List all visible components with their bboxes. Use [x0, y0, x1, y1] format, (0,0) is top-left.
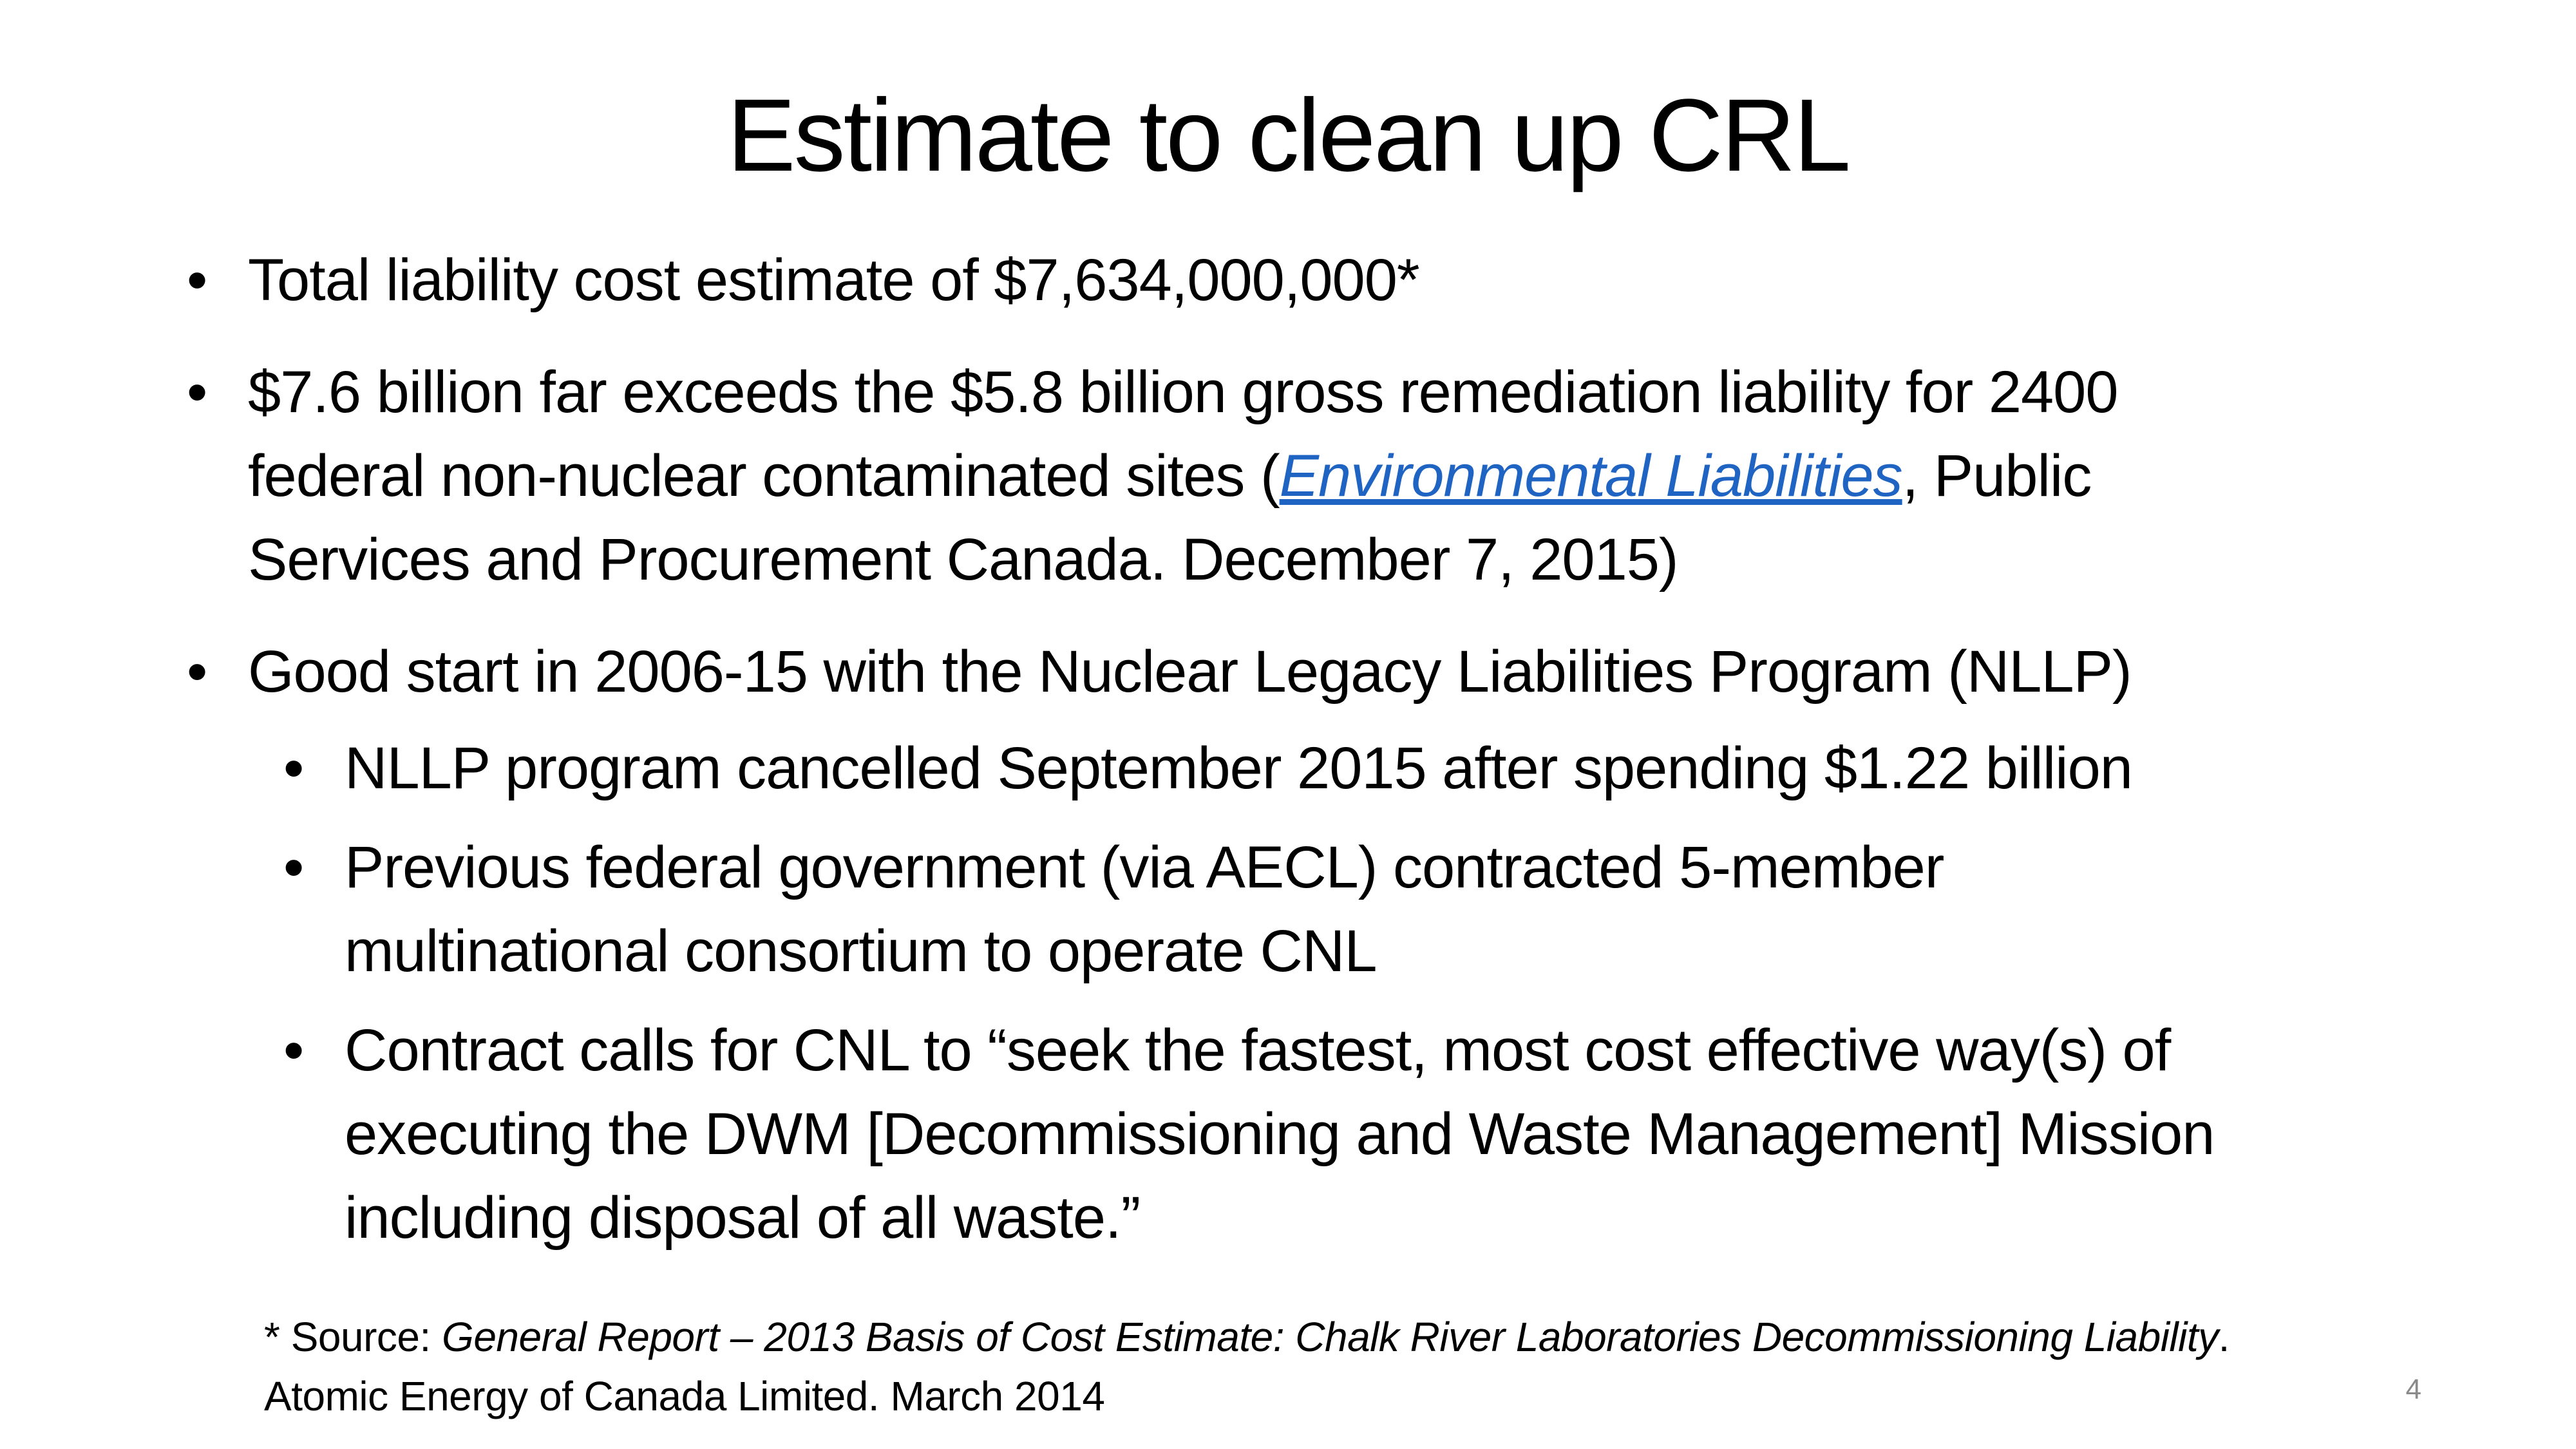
footnote-prefix: * Source:	[264, 1314, 442, 1360]
footnote-report-title: General Report – 2013 Basis of Cost Estimate: Chalk River Laboratories Decommissioning Liability	[442, 1314, 2219, 1360]
subbullet-text: NLLP program cancelled September 2015 after spending $1.22 billion	[345, 735, 2132, 801]
slide-number: 4	[2405, 1374, 2421, 1405]
subbullet-item	[277, 826, 2473, 993]
bullet-dot-icon: •	[283, 735, 304, 801]
source-footnote	[264, 1307, 2454, 1426]
bullet-item	[180, 350, 2473, 601]
subbullet-text-line: Contract calls for CNL to “seek the fastest, most cost effective way(s) of	[345, 1018, 2171, 1083]
bullet-dot-icon: •	[187, 247, 207, 313]
subbullet-text-line: including disposal of all waste.”	[345, 1185, 1141, 1251]
bullet-dot-icon: •	[187, 639, 207, 705]
bullet-dot-icon: •	[283, 1018, 304, 1083]
bullet-text: Total liability cost estimate of $7,634,000,000*	[248, 247, 1419, 313]
footnote-line	[264, 1307, 2454, 1367]
environmental-liabilities-link[interactable]: Environmental Liabilities	[1279, 443, 1902, 509]
bullet-text-fragment: , Public	[1902, 443, 2092, 509]
footnote-suffix: .	[2218, 1314, 2230, 1360]
bullet-text-line: $7.6 billion far exceeds the $5.8 billion gross remediation liability for 2400	[248, 359, 2118, 425]
subbullet-text-line: Previous federal government (via AECL) contracted 5-member	[345, 835, 1944, 900]
bullet-item	[180, 238, 2473, 322]
bullet-text-line	[248, 434, 2473, 518]
bullet-item	[180, 630, 2473, 714]
subbullet-item	[277, 726, 2473, 810]
subbullet-text-line: multinational consortium to operate CNL	[345, 918, 1377, 984]
bullet-dot-icon: •	[283, 835, 304, 900]
subbullet-text-line: executing the DWM [Decommissioning and Waste Management] Mission	[345, 1101, 2215, 1167]
bullet-text: Good start in 2006-15 with the Nuclear Legacy Liabilities Program (NLLP)	[248, 639, 2132, 705]
slide-title: Estimate to clean up CRL	[726, 77, 1850, 193]
subbullet-item	[277, 1009, 2473, 1260]
bullet-text-line: Services and Procurement Canada. December 7, 2015)	[248, 527, 1678, 592]
bullet-text-fragment: federal non-nuclear contaminated sites (	[248, 443, 1280, 509]
bullet-dot-icon: •	[187, 359, 207, 425]
footnote-line: Atomic Energy of Canada Limited. March 2014	[264, 1373, 1105, 1419]
bullet-list	[180, 238, 2473, 1275]
